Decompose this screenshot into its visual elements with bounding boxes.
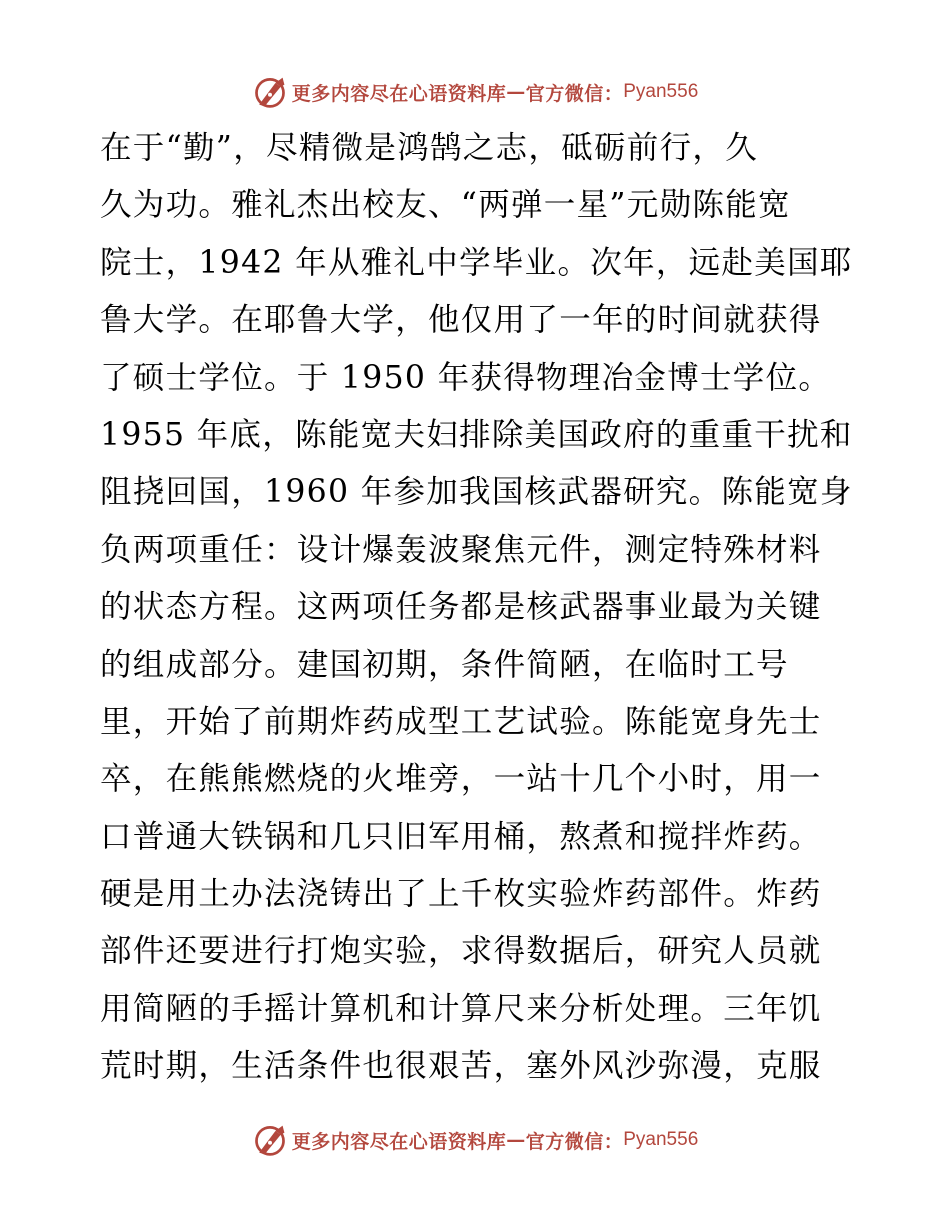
footer-watermark (0, 1120, 950, 1160)
text-line: 里，开始了前期炸药成型工艺试验。陈能宽身先士 (100, 703, 822, 740)
text-line: 院士，1942 年从雅礼中学毕业。次年，远赴美国耶 (100, 244, 853, 281)
pen-nib-circle-logo-icon (252, 74, 288, 110)
text-line: 在于“勤”，尽精微是鸿鹄之志，砥砺前行，久 (100, 130, 759, 166)
text-line: 阻挠回国，1960 年参加我国核武器研究。陈能宽身 (100, 474, 853, 511)
text-line: 硬是用土办法浇铸出了上千枚实验炸药部件。炸药 (100, 876, 822, 913)
header-watermark (0, 72, 950, 112)
watermark-prefix: 更多内容尽在心语资料库 (291, 82, 507, 105)
text-line: 的状态方程。这两项任务都是核武器事业最为关键 (100, 589, 822, 626)
pen-nib-circle-logo-icon (252, 1122, 288, 1158)
text-line: 卒，在熊熊燃烧的火堆旁，一站十几个小时，用一 (100, 761, 822, 798)
text-line: 荒时期，生活条件也很艰苦，塞外风沙弥漫，克服 (100, 1048, 822, 1085)
text-line: 1955 年底，陈能宽夫妇排除美国政府的重重干扰和 (100, 416, 853, 453)
watermark-account: Pyan556 (623, 1129, 699, 1150)
watermark-prefix: 更多内容尽在心语资料库 (291, 1130, 507, 1153)
text-line: 的组成部分。建国初期，条件简陋，在临时工号 (100, 646, 789, 683)
text-line: 鲁大学。在耶鲁大学，他仅用了一年的时间就获得 (100, 302, 822, 339)
document-body (100, 120, 870, 1096)
text-line: 了硕士学位。于 1950 年获得物理冶金博士学位。 (100, 359, 832, 396)
text-line: 负两项重任：设计爆轰波聚焦元件，测定特殊材料 (100, 531, 822, 568)
watermark-dash: — (506, 1129, 526, 1151)
watermark-label: 官方微信： (525, 82, 624, 105)
watermark-dash: — (506, 81, 526, 103)
watermark-label: 官方微信： (525, 1130, 624, 1153)
text-line: 用简陋的手摇计算机和计算尺来分析处理。三年饥 (100, 990, 822, 1027)
watermark-account: Pyan556 (623, 81, 699, 102)
text-line: 口普通大铁锅和几只旧军用桶，熬煮和搅拌炸药。 (100, 818, 822, 855)
text-line: 久为功。雅礼杰出校友、“两弹一星”元勋陈能宽 (100, 187, 791, 224)
text-line: 部件还要进行打炮实验，求得数据后，研究人员就 (100, 933, 822, 970)
